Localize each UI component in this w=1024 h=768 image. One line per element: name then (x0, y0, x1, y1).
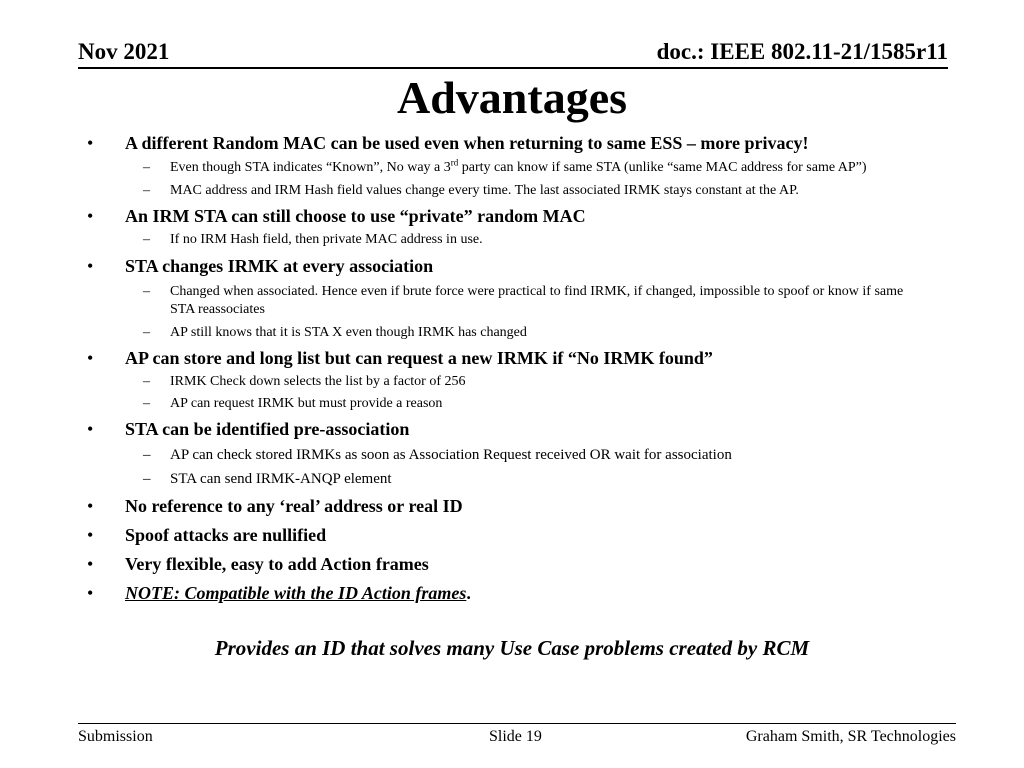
sub-bullet-known (0, 159, 925, 177)
bullet-private-random-mac (0, 205, 915, 227)
sub-bullet-changed-when-associated (0, 283, 925, 319)
sub-bullet-mac-change (0, 182, 925, 200)
sub-bullet-no-irm-hash (0, 231, 925, 249)
sub-bullet-anqp (0, 470, 925, 488)
bullet-irmk-changes (0, 255, 915, 277)
sub-bullet-text: AP can request IRMK but must provide a reason (170, 396, 443, 411)
sub-bullet-ap-still-knows (0, 324, 925, 342)
sub-bullet-text: STA can send IRMK-ANQP element (170, 471, 392, 487)
dash-marker: – (143, 374, 150, 389)
sub-bullet-text: AP can check stored IRMKs as soon as Association Request received OR wait for association (170, 447, 732, 463)
sub-bullet-ap-check-stored (0, 446, 925, 464)
bullet-text: An IRM STA can still choose to use “private” random MAC (125, 206, 586, 226)
bullet-marker: • (87, 256, 94, 276)
bullet-marker: • (87, 348, 94, 368)
header-divider (78, 67, 948, 69)
header-date: Nov 2021 (78, 39, 170, 64)
dash-marker: – (143, 284, 150, 299)
bullet-marker: • (87, 583, 94, 603)
footer-divider (78, 723, 956, 724)
dash-marker: – (143, 183, 150, 198)
bullet-text: Spoof attacks are nullified (125, 525, 327, 545)
bullet-ap-store-list (0, 347, 915, 369)
bullet-text: No reference to any ‘real’ address or real ID (125, 496, 463, 516)
dash-marker: – (143, 396, 150, 411)
bullet-text: STA can be identified pre-association (125, 419, 410, 439)
sub-bullet-text: IRMK Check down selects the list by a factor of 256 (170, 374, 466, 389)
footer-submission: Submission (78, 728, 153, 745)
superscript-rd: rd (450, 157, 459, 168)
footer-author: Graham Smith, SR Technologies (745, 728, 956, 745)
dash-marker: – (143, 160, 150, 175)
dash-marker: – (143, 447, 151, 463)
slide-title: Advantages (396, 72, 628, 123)
bullet-marker: • (87, 554, 94, 574)
bullet-marker: • (87, 419, 94, 439)
sub-bullet-text: Changed when associated. Hence even if brute force were practical to find IRMK, if changed, impossible to spoof or know if same STA reassociates (170, 284, 904, 317)
dash-marker: – (143, 325, 150, 340)
bullet-text: AP can store and long list but can request a new IRMK if “No IRMK found” (125, 348, 713, 368)
note-text: NOTE: Compatible with the ID Action frames (125, 583, 467, 603)
sub-bullet-irmk-check (0, 373, 925, 391)
bullet-spoof-nullified (0, 524, 915, 546)
footer-slide-number: Slide 19 (489, 728, 542, 745)
tagline: Provides an ID that solves many Use Case problems created by RCM (214, 636, 810, 660)
bullet-text: Very flexible, easy to add Action frames (125, 554, 429, 574)
bullet-pre-association (0, 418, 915, 440)
bullet-very-flexible (0, 553, 915, 575)
sub-bullet-text-part2: party can know if same STA (unlike “same MAC address for same AP”) (458, 160, 867, 175)
dash-marker: – (143, 471, 151, 487)
sub-bullet-text: AP still knows that it is STA X even though IRMK has changed (170, 325, 527, 340)
bullet-text: STA changes IRMK at every association (125, 256, 434, 276)
sub-bullet-text: If no IRM Hash field, then private MAC address in use. (170, 232, 483, 247)
bullet-text: A different Random MAC can be used even when returning to same ESS – more privacy! (125, 133, 809, 153)
slide-content (0, 132, 1024, 604)
bullet-marker: • (87, 525, 94, 545)
sub-bullet-text-part1: Even though STA indicates “Known”, No way a 3 (170, 160, 451, 175)
bullet-marker: • (87, 496, 94, 516)
bullet-marker: • (87, 206, 94, 226)
bullet-marker: • (87, 133, 94, 153)
bullet-note (0, 582, 915, 604)
note-period: . (466, 583, 471, 603)
bullet-no-reference (0, 495, 915, 517)
header-doc-number: doc.: IEEE 802.11-21/1585r11 (656, 39, 948, 64)
sub-bullet-text: MAC address and IRM Hash field values change every time. The last associated IRMK stays constant at the AP. (170, 183, 799, 198)
bullet-different-random-mac (0, 132, 915, 154)
dash-marker: – (143, 232, 150, 247)
sub-bullet-ap-request-irmk (0, 395, 925, 413)
